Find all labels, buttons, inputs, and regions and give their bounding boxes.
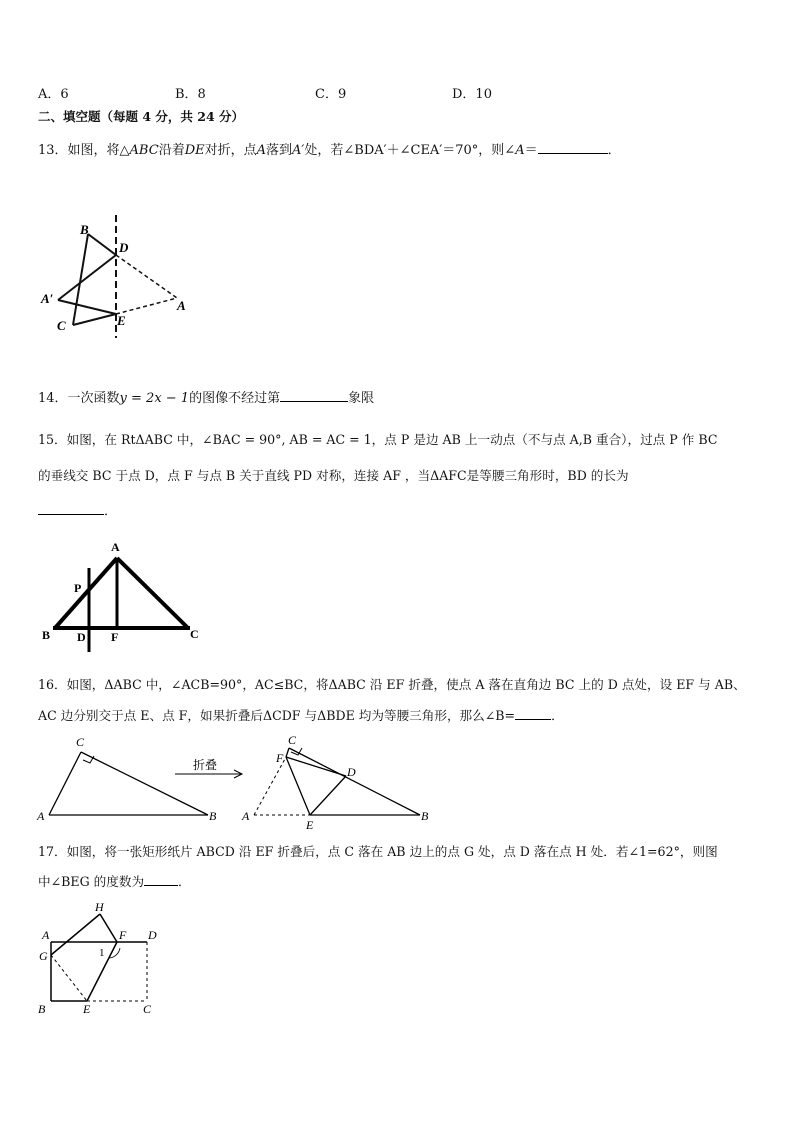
option-b: B．8 — [175, 87, 206, 102]
label-e: E — [83, 1002, 91, 1016]
label-d: D — [148, 928, 157, 942]
question-13: 13．如图，将△ABC沿着DE对折，点A落到A′处，若∠BDA′＋∠CEA′＝70°，则∠A＝ ． — [38, 143, 621, 158]
label-g: G — [39, 949, 48, 963]
label-a: A — [177, 298, 186, 313]
segment-gh — [51, 914, 100, 955]
question-15-line-2: 的垂线交 BC 于点 D，点 F 与点 B 关于直线 PD 对称，连接 AF ，当ΔAFC是等腰三角形时，BD 的长为 — [38, 468, 629, 483]
question-15-line-3: ． — [38, 502, 117, 521]
label-b-folded: B — [421, 809, 429, 823]
option-a: A．6 — [38, 87, 69, 102]
label-f: F — [119, 928, 127, 942]
label-b: B — [80, 222, 89, 237]
question-17-line-1: 17．如图，将一张矩形纸片 ABCD 沿 EF 折叠后，点 C 落在 AB 边上的点 G 处，点 D 落在点 H 处．若∠1=62°，则图 — [38, 844, 718, 859]
label-e: E — [117, 313, 126, 328]
label-c: C — [190, 627, 199, 641]
label-f: F — [276, 751, 284, 765]
fold-label: 折叠 — [193, 758, 218, 772]
label-a-folded: A — [242, 809, 250, 823]
label-b: B — [42, 628, 51, 642]
section-title: 二、填空题（每题 4 分，共 24 分） — [38, 109, 245, 124]
label-f: F — [111, 630, 119, 644]
label-a: A — [111, 540, 120, 554]
label-a-prime: A′ — [41, 291, 54, 306]
option-d: D．10 — [452, 87, 492, 102]
label-h: H — [95, 900, 104, 914]
label-a: A — [37, 809, 45, 823]
label-b: B — [38, 1002, 46, 1016]
label-c: C — [143, 1002, 152, 1016]
question-15-line-1: 15．如图，在 RtΔABC 中，∠BAC = 90°, AB = AC = 1，点 P 是边 AB 上一动点（不与点 A,B 重合），过点 P 作 BC — [38, 432, 718, 447]
segment-ge-dashed — [51, 955, 87, 1001]
question-16-line-2: AC 边分别交于点 E、点 F，如果折叠后ΔCDF 与ΔBDE 均为等腰三角形，那么∠B= ． — [38, 708, 564, 723]
label-d: D — [119, 240, 129, 255]
label-d: D — [347, 765, 356, 779]
question-17-line-2: 中∠BEG 的度数为 ． — [38, 874, 191, 889]
option-c: C．9 — [315, 87, 347, 102]
label-angle-1: 1 — [99, 947, 105, 959]
label-c: C — [57, 318, 66, 333]
segment-hf — [100, 914, 117, 942]
label-p: P — [74, 581, 82, 595]
label-d: D — [77, 630, 86, 644]
question-16-line-1: 16．如图，ΔABC 中，∠ACB=90°，AC≤BC，将ΔABC 沿 EF 折叠，使点 A 落在直角边 BC 上的 D 点处，设 EF 与 AB、 — [38, 677, 746, 692]
label-a: A — [42, 928, 50, 942]
question-14: 14．一次函数y = 2x − 1的图像不经过第 象限 — [38, 391, 375, 406]
label-b: B — [209, 809, 217, 823]
label-c: C — [76, 735, 85, 749]
label-e: E — [306, 818, 314, 832]
label-c-folded: C — [288, 733, 297, 747]
